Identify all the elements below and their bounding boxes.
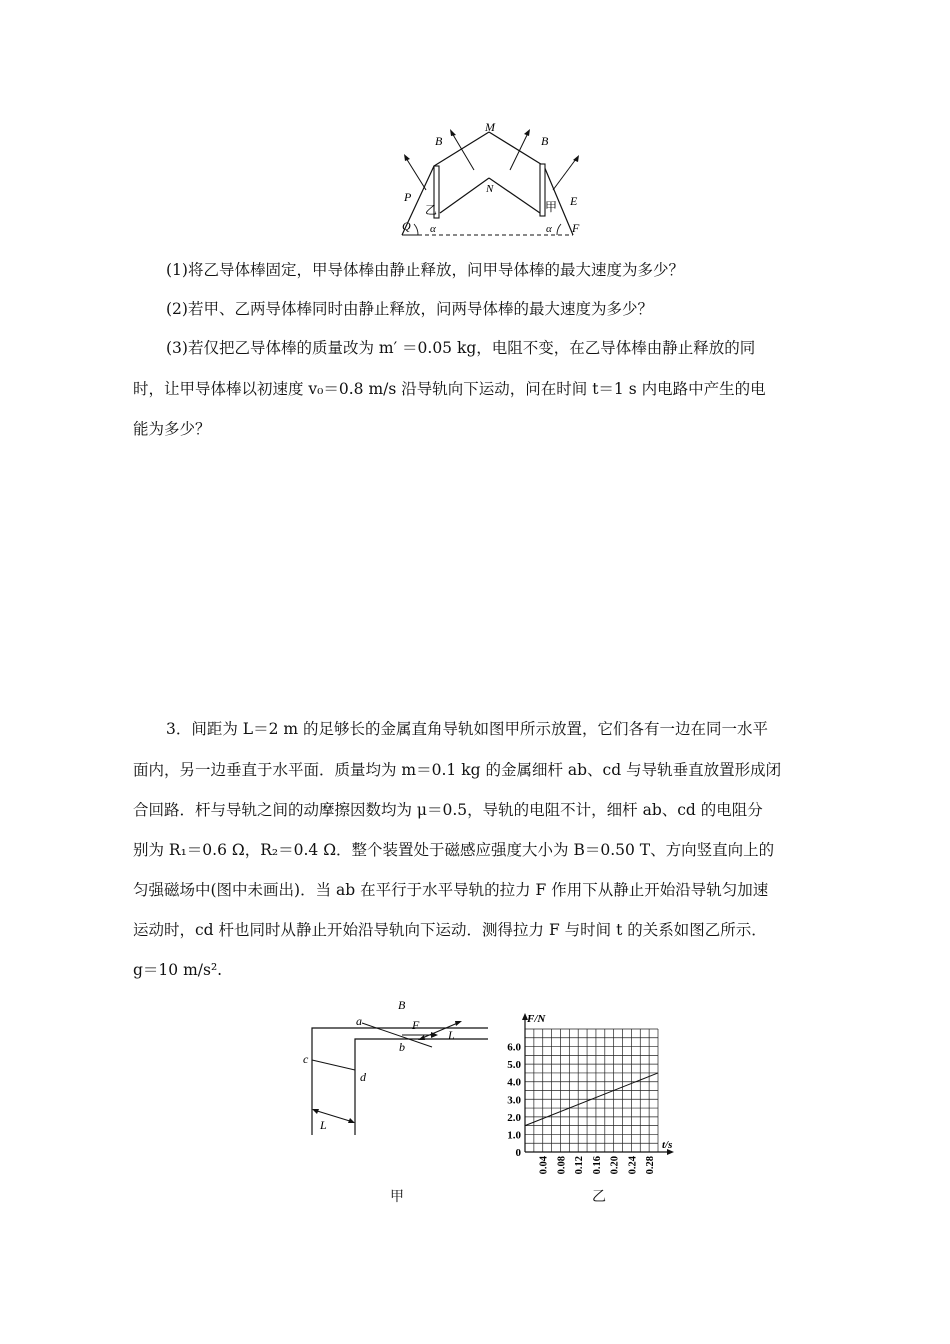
label-m: M bbox=[485, 120, 495, 134]
label-b-field: B bbox=[398, 998, 406, 1012]
x-tick-label: 0.12 bbox=[574, 1156, 586, 1175]
y-tick-label: 0 bbox=[515, 1147, 521, 1159]
y-tick-label: 2.0 bbox=[507, 1111, 521, 1124]
x-tick-label: 0.16 bbox=[591, 1156, 603, 1175]
caption-yi: 乙 bbox=[592, 1189, 606, 1205]
label-force: F bbox=[412, 1018, 420, 1032]
problem3-line-3: 合回路．杆与导轨之间的动摩擦因数均为 μ＝0.5，导轨的电阻不计，细杆 ab、cd 的电阻分 bbox=[133, 801, 763, 819]
question-2: (2)若甲、乙两导体棒同时由静止释放，问两导体棒的最大速度为多少？ bbox=[166, 300, 653, 318]
label-p: P bbox=[404, 190, 412, 204]
x-tick-label: 0.24 bbox=[627, 1156, 639, 1175]
x-tick-label: 0.20 bbox=[609, 1156, 621, 1175]
problem3-line-2: 面内，另一边垂直于水平面．质量均为 m＝0.1 kg 的金属细杆 ab、cd 与导轨垂直放置形成闭 bbox=[133, 761, 782, 779]
problem3-line-1: 3．间距为 L＝2 m 的足够长的金属直角导轨如图甲所示放置，它们各有一边在同一水平 bbox=[166, 720, 768, 738]
x-tick-label: 0.28 bbox=[645, 1156, 657, 1175]
label-b-right: B bbox=[541, 134, 549, 148]
y-tick-label: 3.0 bbox=[507, 1094, 521, 1107]
x-axis-label: t/s bbox=[662, 1139, 673, 1151]
y-tick-label: 5.0 bbox=[507, 1059, 521, 1072]
y-tick-label: 4.0 bbox=[507, 1076, 521, 1089]
problem3-line-6: 运动时，cd 杆也同时从静止开始沿导轨向下运动．测得拉力 F 与时间 t 的关系如图乙所示． bbox=[133, 921, 767, 939]
label-f: F bbox=[572, 221, 580, 235]
caption-jia: 甲 bbox=[390, 1189, 404, 1205]
label-b-rod: b bbox=[399, 1040, 405, 1054]
x-tick-label: 0.08 bbox=[556, 1156, 568, 1175]
question-1: (1)将乙导体棒固定，甲导体棒由静止释放，问甲导体棒的最大速度为多少？ bbox=[166, 261, 684, 279]
figure-right-angle-rails bbox=[300, 995, 500, 1140]
question-3-line-3: 能为多少？ bbox=[133, 420, 211, 438]
label-alpha-left: α bbox=[430, 223, 436, 235]
label-yi: 乙 bbox=[425, 203, 438, 217]
label-l-bottom: L bbox=[320, 1118, 327, 1132]
problem3-line-5: 匀强磁场中(图中未画出)．当 ab 在平行于水平导轨的拉力 F 作用下从静止开始沿导轨匀加速 bbox=[133, 881, 769, 899]
figure-v-rails bbox=[390, 118, 590, 248]
label-q: Q bbox=[402, 219, 411, 233]
y-axis-label: F/N bbox=[527, 1013, 546, 1025]
label-alpha-right: α bbox=[546, 223, 552, 235]
label-a: a bbox=[356, 1014, 362, 1028]
problem3-line-4: 别为 R₁＝0.6 Ω，R₂＝0.4 Ω．整个装置处于磁感应强度大小为 B＝0.50 T、方向竖直向上的 bbox=[133, 841, 775, 859]
label-c: c bbox=[303, 1052, 309, 1066]
label-e: E bbox=[570, 194, 578, 208]
label-d: d bbox=[360, 1070, 366, 1084]
label-jia: 甲 bbox=[545, 200, 558, 214]
x-tick-label: 0.04 bbox=[538, 1156, 550, 1175]
question-3-line-2: 时，让甲导体棒以初速度 v₀＝0.8 m/s 沿导轨向下运动，问在时间 t＝1 s 内电路中产生的电 bbox=[133, 380, 766, 398]
y-tick-label: 1.0 bbox=[507, 1129, 521, 1142]
question-3-line-1: (3)若仅把乙导体棒的质量改为 m′ ＝0.05 kg，电阻不变，在乙导体棒由静止释放的同 bbox=[166, 339, 756, 357]
label-l-top: L bbox=[448, 1028, 455, 1042]
problem3-line-7: g＝10 m/s². bbox=[133, 961, 223, 979]
y-tick-label: 6.0 bbox=[507, 1041, 521, 1054]
f-t-chart bbox=[495, 995, 695, 1185]
label-n: N bbox=[486, 183, 494, 195]
label-b-left: B bbox=[435, 134, 443, 148]
